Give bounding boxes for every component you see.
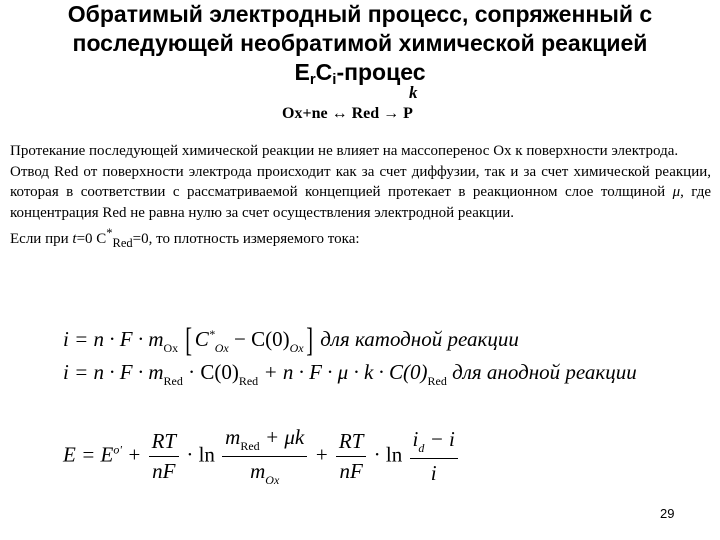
f2-lhs: i = n · F · m	[63, 360, 164, 384]
f3-m-red-sub: Red	[240, 439, 260, 453]
f3-lhs: E = E	[63, 442, 114, 467]
title-symbol-c: C	[315, 59, 333, 85]
f3-i-d: i	[412, 427, 419, 451]
title-suffix: -процес	[336, 59, 426, 85]
f3-m-ox-sub: Ox	[265, 473, 280, 487]
f1-label: для катодной реакции	[320, 327, 519, 351]
f3-frac-i-num	[410, 427, 458, 459]
paragraph-2-part-b: , где концентрация Red не равна нулю за счет осуществления электродной реакции.	[10, 184, 712, 221]
f1-c0-sub: Ox	[289, 341, 304, 355]
paragraph-2-part-a: Отвод Red от поверхности электрода происходит как за счет диффузии, так и за счет химической реакции, которая в соответствии с рассматриваемой концепцией протекает в реакционном слое толщиной	[10, 163, 711, 200]
formula-cathodic	[63, 322, 519, 360]
f2-plus-term: + n · F · μ · k · C(0)	[258, 360, 428, 384]
f3-mu-k: + μk	[259, 425, 305, 449]
f3-frac-i	[410, 427, 458, 486]
page-number: 29	[660, 506, 675, 521]
title-symbol-e: E	[294, 59, 310, 85]
f1-m-sub: Ox	[163, 341, 179, 355]
f3-minus-i: − i	[424, 427, 455, 451]
f3-rt1-den: nF	[152, 459, 176, 483]
f1-c-star-sub: Ox	[214, 341, 229, 355]
f3-frac-m-den	[222, 457, 307, 488]
f3-m-ox: m	[250, 459, 266, 483]
star-superscript: *	[106, 226, 113, 240]
f1-lhs: i = n · F · m	[63, 327, 164, 351]
paragraph-1: Протекание последующей химической реакции не влияет на массоперенос Ox к поверхности электрода.	[10, 143, 679, 159]
f1-minus-c0: − C(0)	[228, 327, 290, 351]
slide-title	[0, 0, 720, 94]
red-subscript: Red	[112, 236, 133, 250]
f3-plus-1: +	[121, 442, 147, 467]
f3-ln-1: · ln	[186, 442, 215, 467]
mu-symbol: μ	[672, 184, 681, 200]
f3-frac-m	[222, 425, 307, 488]
formula-potential	[63, 425, 460, 488]
title-sub-r: r	[309, 71, 316, 88]
f3-plus-2: +	[314, 442, 334, 467]
rate-constant-label: k	[409, 83, 418, 102]
f1-star: *	[208, 327, 215, 341]
reaction-equation: Ox+ne ↔ Red → P	[282, 105, 413, 122]
f1-c-star: C	[194, 327, 209, 351]
f3-m-red: m	[225, 425, 241, 449]
f3-e-sup: o'	[113, 442, 122, 457]
f3-rt2-den: nF	[339, 459, 363, 483]
f3-rt2-num: RT	[336, 429, 367, 457]
f1-left-bracket: [	[185, 322, 193, 359]
f2-c0-sub: Red	[238, 374, 259, 388]
title-sub-i: i	[332, 71, 337, 88]
f2-m-sub: Red	[163, 374, 183, 388]
title-line-3	[294, 58, 425, 94]
paragraph-3	[10, 223, 711, 254]
f3-frac-rt-1	[149, 429, 180, 484]
paragraph-3-part-a: Если при	[10, 231, 73, 247]
body-text	[10, 141, 711, 254]
f3-frac-i-den: i	[430, 461, 437, 485]
f3-i-d-sub: d	[418, 441, 425, 455]
f3-rt1-num: RT	[149, 429, 180, 457]
paragraph-3-part-c: =0, то плотность измеряемого тока:	[132, 231, 360, 247]
title-line-1: Обратимый электродный процесс, сопряженный с	[67, 1, 653, 27]
time-symbol: t	[72, 231, 77, 247]
f3-ln-2: · ln	[373, 442, 403, 467]
f2-c0: · C(0)	[182, 360, 239, 384]
formula-anodic	[63, 360, 637, 389]
f3-frac-m-num	[222, 425, 307, 457]
f2-c1-sub: Red	[427, 374, 447, 388]
title-line-2: последующей необратимой химической реакцией	[72, 30, 648, 56]
paragraph-3-part-b: =0 C	[76, 231, 107, 247]
f2-label: для анодной реакции	[452, 360, 637, 384]
paragraph-2	[10, 162, 711, 224]
f1-right-bracket: ]	[305, 322, 313, 359]
f3-frac-rt-2	[336, 429, 367, 484]
